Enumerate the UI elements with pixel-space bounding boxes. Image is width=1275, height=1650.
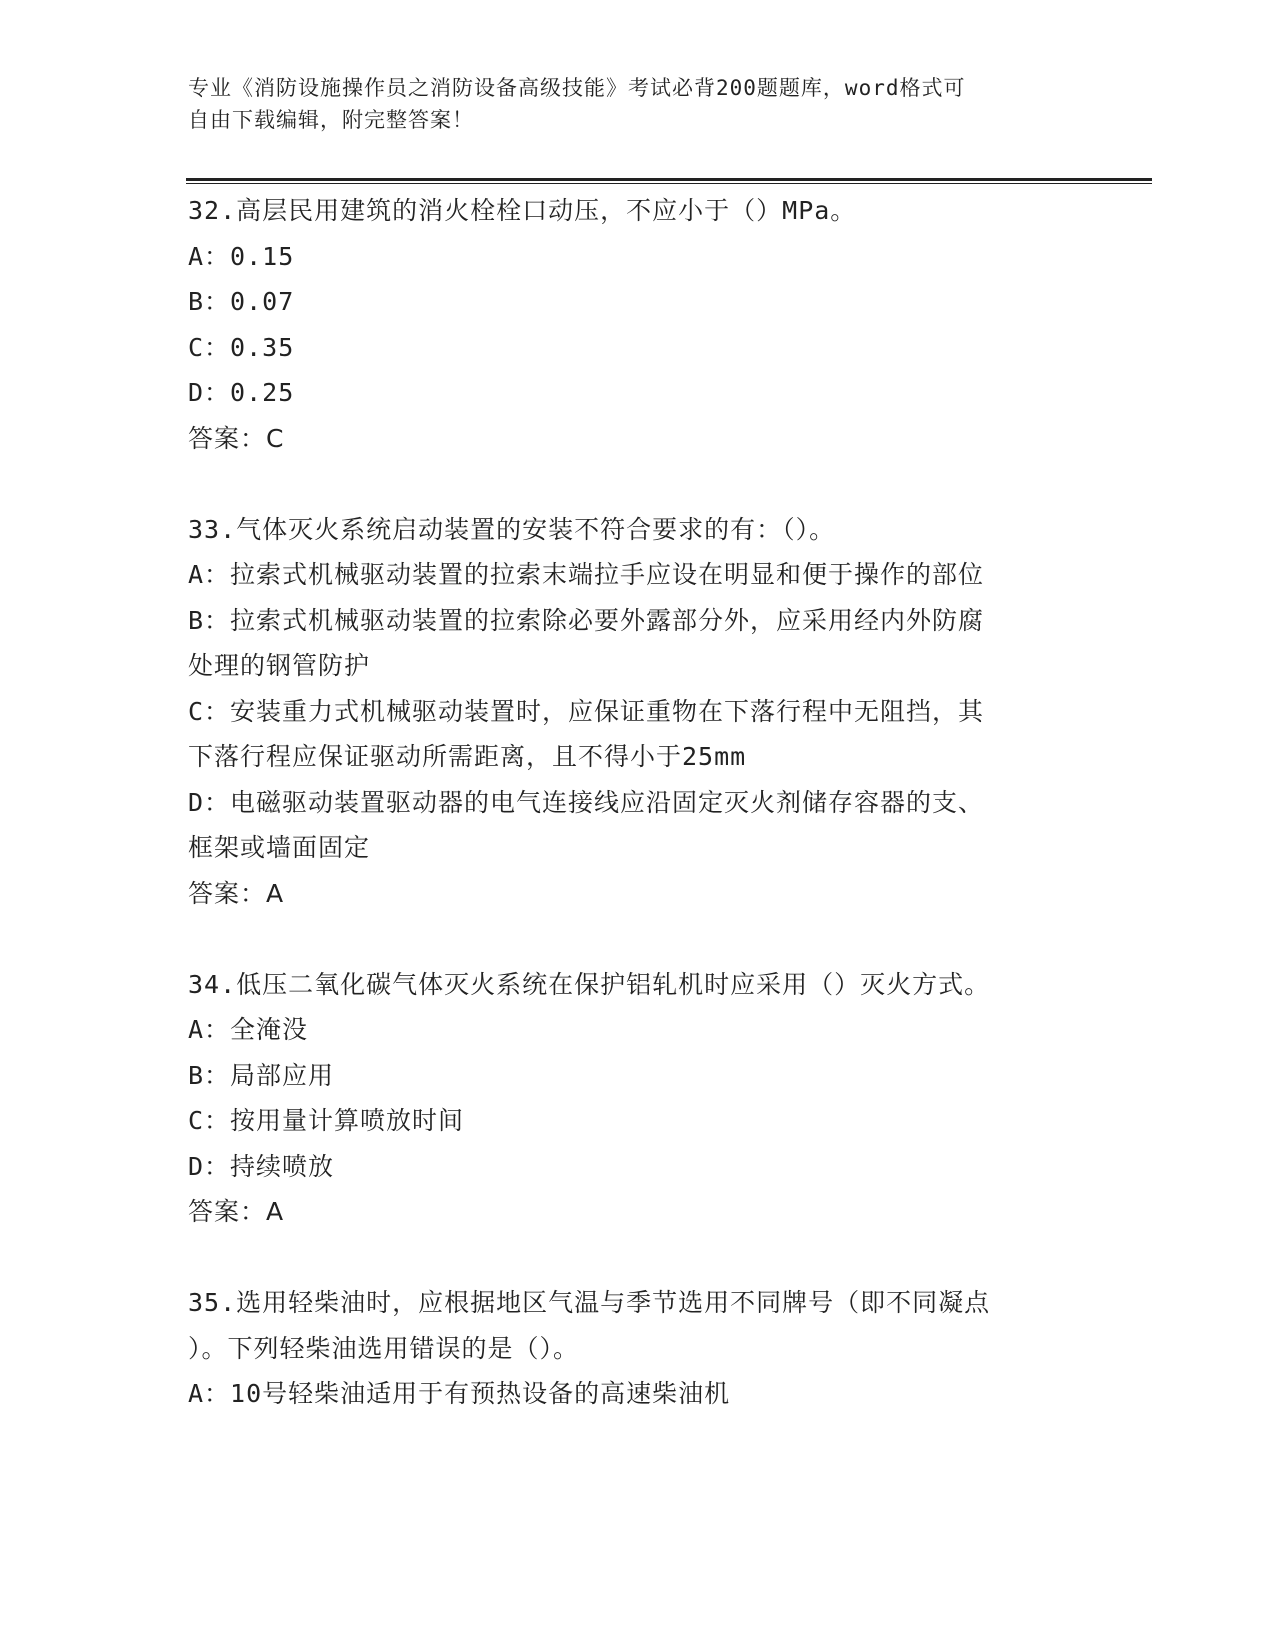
option-d: D：0.25	[188, 378, 295, 407]
header-divider-thin	[186, 183, 1152, 184]
option-b: B：局部应用	[188, 1060, 335, 1090]
header-line: 专业《消防设施操作员之消防设备高级技能》考试必背200题题库，word格式可	[188, 76, 966, 100]
option-d-continued: 框架或墙面固定	[188, 833, 371, 862]
answer: 答案：C	[188, 423, 285, 453]
option-d: D：电磁驱动装置驱动器的电气连接线应沿固定灭火剂储存容器的支、	[188, 787, 985, 817]
question-stem: 34.低压二氧化碳气体灭火系统在保护铝轧机时应采用（）灭火方式。	[188, 969, 991, 999]
question-block	[188, 962, 1088, 1235]
option-b: B：0.07	[188, 287, 295, 316]
option-b: B：拉索式机械驱动装置的拉索除必要外露部分外，应采用经内外防腐	[188, 605, 985, 635]
question-stem: 35.选用轻柴油时，应根据地区气温与季节选用不同牌号（即不同凝点	[188, 1288, 991, 1317]
question-stem: 33.气体灭火系统启动装置的安装不符合要求的有：（）。	[188, 514, 836, 544]
option-a: A：10号轻柴油适用于有预热设备的高速柴油机	[188, 1379, 731, 1408]
option-a: A：0.15	[188, 241, 295, 271]
option-d: D：持续喷放	[188, 1151, 335, 1181]
question-block	[188, 1280, 1088, 1417]
header-line: 自由下载编辑，附完整答案！	[188, 108, 474, 132]
document-header	[188, 72, 1068, 136]
question-list	[188, 188, 1088, 1417]
question-block	[188, 188, 1088, 461]
option-c-continued: 下落行程应保证驱动所需距离，且不得小于25mm	[188, 742, 747, 771]
question-stem: 32.高层民用建筑的消火栓栓口动压，不应小于（）MPa。	[188, 196, 857, 225]
answer: 答案：A	[188, 1197, 285, 1226]
option-c: C：安装重力式机械驱动装置时，应保证重物在下落行程中无阻挡，其	[188, 696, 985, 726]
option-c: C：0.35	[188, 332, 295, 362]
option-b-continued: 处理的钢管防护	[188, 651, 371, 680]
header-divider	[186, 178, 1152, 181]
option-c: C：按用量计算喷放时间	[188, 1106, 465, 1135]
option-a: A：全淹没	[188, 1015, 309, 1044]
option-a: A：拉索式机械驱动装置的拉索末端拉手应设在明显和便于操作的部位	[188, 560, 985, 589]
answer: 答案：A	[188, 878, 285, 908]
question-block	[188, 507, 1088, 917]
question-stem-continued: ）。下列轻柴油选用错误的是（）。	[188, 1333, 580, 1363]
